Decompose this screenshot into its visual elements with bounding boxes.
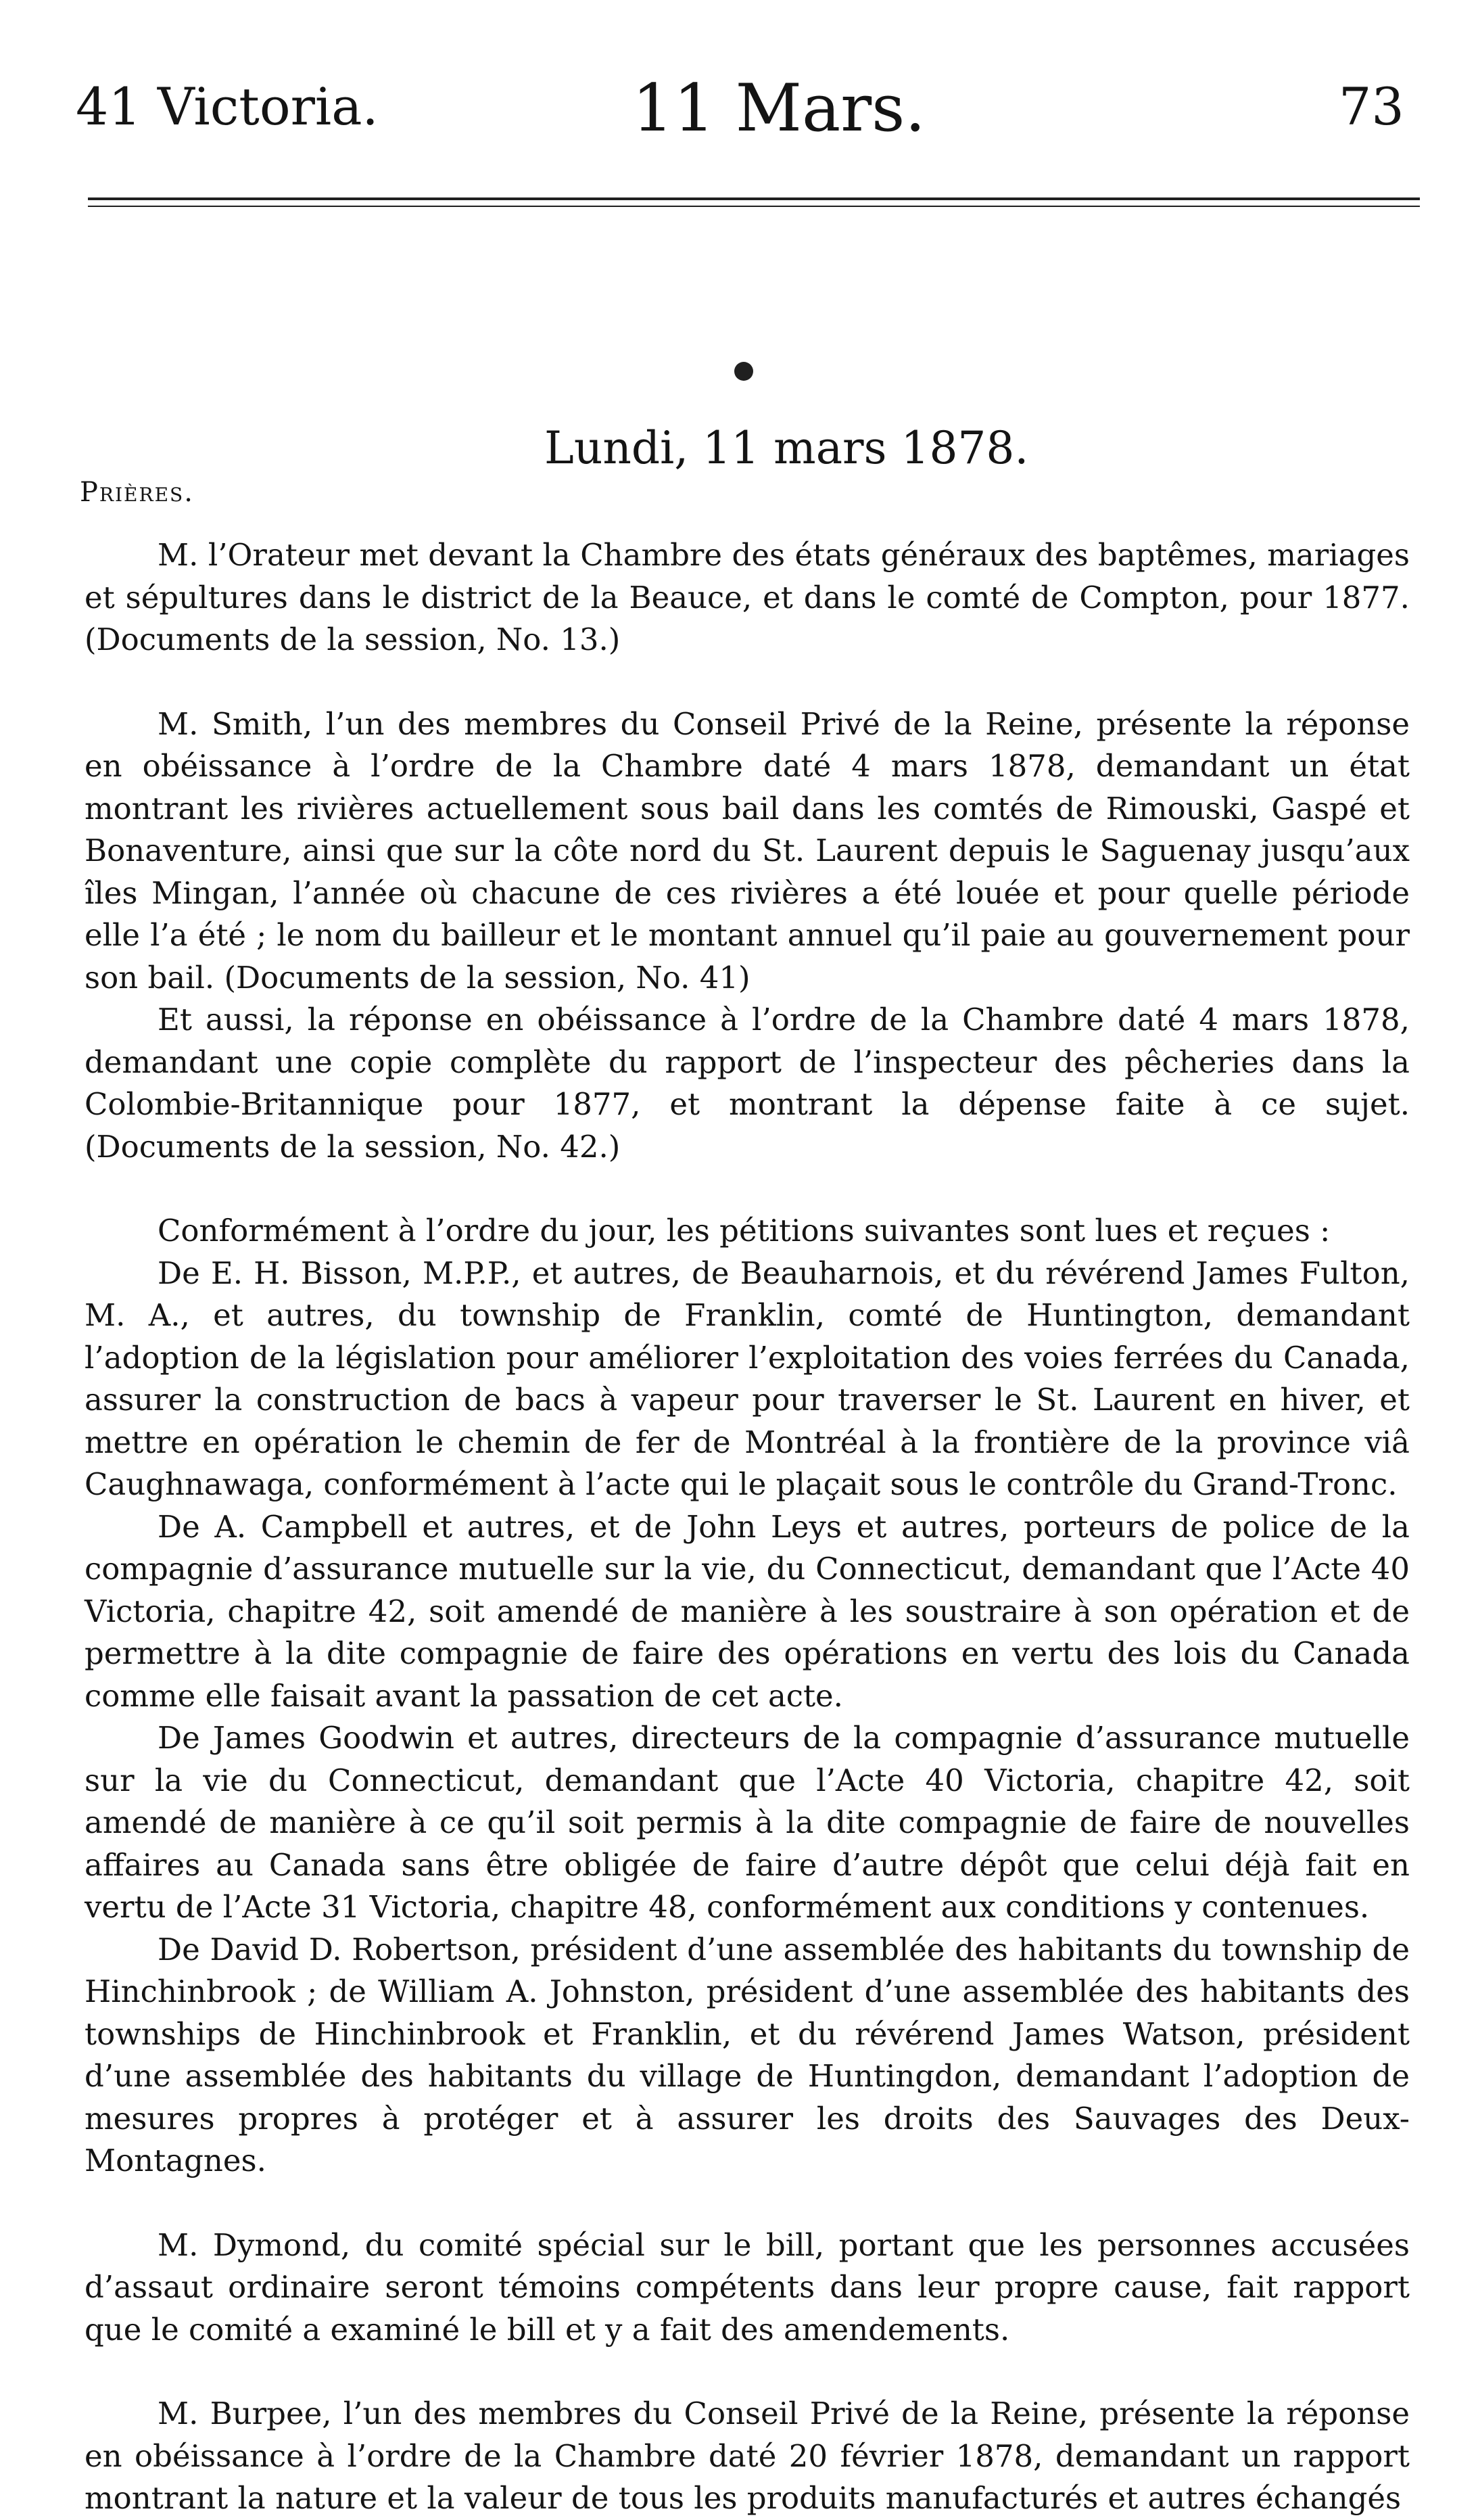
paragraph: De E. H. Bisson, M.P.P., et autres, de Beauharnois, et du révérend James Fulton, M. A., et autres, du township de Franklin, comté de Huntington, demandant l’adoption de la législation pour améliorer l’exploitation des voies ferrées du Canada, assurer la construction de bacs à vapeur pour traverser le St. Laurent en hiver, et mettre en opération le chemin de fer de Montréal à la frontière de la province viâ Caughnawaga, conformément à l’acte qui le plaçait sous le contrôle du Grand-Tronc. [85, 1255, 1410, 1502]
paragraph: De David D. Robertson, président d’une assemblée des habitants du township de Hinchinbrook ; de William A. Johnston, président d’une assemblée des habitants des townships de Hinchinbrook et Franklin, et du révérend James Watson, président d’une assemblée des habitants du village de Huntingdon, demandant l’adoption de mesures propres à protéger et à assurer les droits des Sauvages des Deux-Montagnes. [85, 1931, 1410, 2178]
paragraph: M. Smith, l’un des membres du Conseil Privé de la Reine, présente la réponse en obéissance à l’ordre de la Chambre daté 4 mars 1878, demandant un état montrant les rivières actuellement sous bail dans les comtés de Rimouski, Gaspé et Bonaventure, ainsi que sur la côte nord du St. Laurent depuis le Saguenay jusqu’aux îles Mingan, l’année où chacune de ces rivières a été louée et pour quelle période elle l’a été ; le nom du bailleur et le montant annuel qu’il paie au gouvernement pour son bail. (Documents de la session, No. 41) [85, 705, 1410, 996]
running-header-date: 11 Mars. [632, 70, 926, 146]
body-text [85, 534, 1410, 2520]
paragraph: Conformément à l’ordre du jour, les pétitions suivantes sont lues et reçues : [158, 1213, 1331, 1249]
header-rule [88, 197, 1420, 200]
ornament-dot [734, 362, 753, 381]
paragraph: M. Burpee, l’un des membres du Conseil Privé de la Reine, présente la réponse en obéissance à l’ordre de la Chambre daté 20 février 1878, demandant un rapport montrant la nature et la valeur de tous les produits manufacturés et autres échangés [85, 2396, 1410, 2516]
margin-note: Prières. [80, 477, 194, 508]
paragraph: M. Dymond, du comité spécial sur le bill, portant que les personnes accusées d’assaut ordinaire seront témoins compétents dans leur propre cause, fait rapport que le comité a examiné le bill et y a fait des amendements. [85, 2226, 1410, 2348]
paragraph: Et aussi, la réponse en obéissance à l’ordre de la Chambre daté 4 mars 1878, demandant une copie complète du rapport de l’inspecteur des pêcheries dans la Colombie-Britannique pour 1877, et montrant la dépense faite à ce sujet. (Documents de la session, No. 42.) [85, 1002, 1410, 1165]
running-header-left: 41 Victoria. [76, 76, 379, 137]
page-number: 73 [1339, 76, 1404, 137]
paragraph: De A. Campbell et autres, et de John Leys et autres, porteurs de police de la compagnie d’assurance mutuelle sur la vie, du Connecticut, demandant que l’Acte 40 Victoria, chapitre 42, soit amendé de manière à les soustraire à son opération et de permettre à la dite compagnie de faire des opérations en vertu des lois du Canada comme elle faisait avant la passation de cet acte. [85, 1508, 1410, 1714]
paragraph: M. l’Orateur met devant la Chambre des états généraux des baptêmes, mariages et sépultures dans le district de la Beauce, et dans le comté de Compton, pour 1877. (Documents de la session, No. 13.) [85, 537, 1410, 657]
header-rule-thin [88, 206, 1420, 207]
date-heading: Lundi, 11 mars 1878. [544, 422, 1029, 474]
paragraph: De James Goodwin et autres, directeurs de la compagnie d’assurance mutuelle sur la vie du Connecticut, demandant que l’Acte 40 Victoria, chapitre 42, soit amendé de manière à ce qu’il soit permis à la dite compagnie de faire de nouvelles affaires au Canada sans être obligée de faire d’autre dépôt que celui déjà fait en vertu de l’Acte 31 Victoria, chapitre 48, conformément aux conditions y contenues. [85, 1720, 1410, 1925]
